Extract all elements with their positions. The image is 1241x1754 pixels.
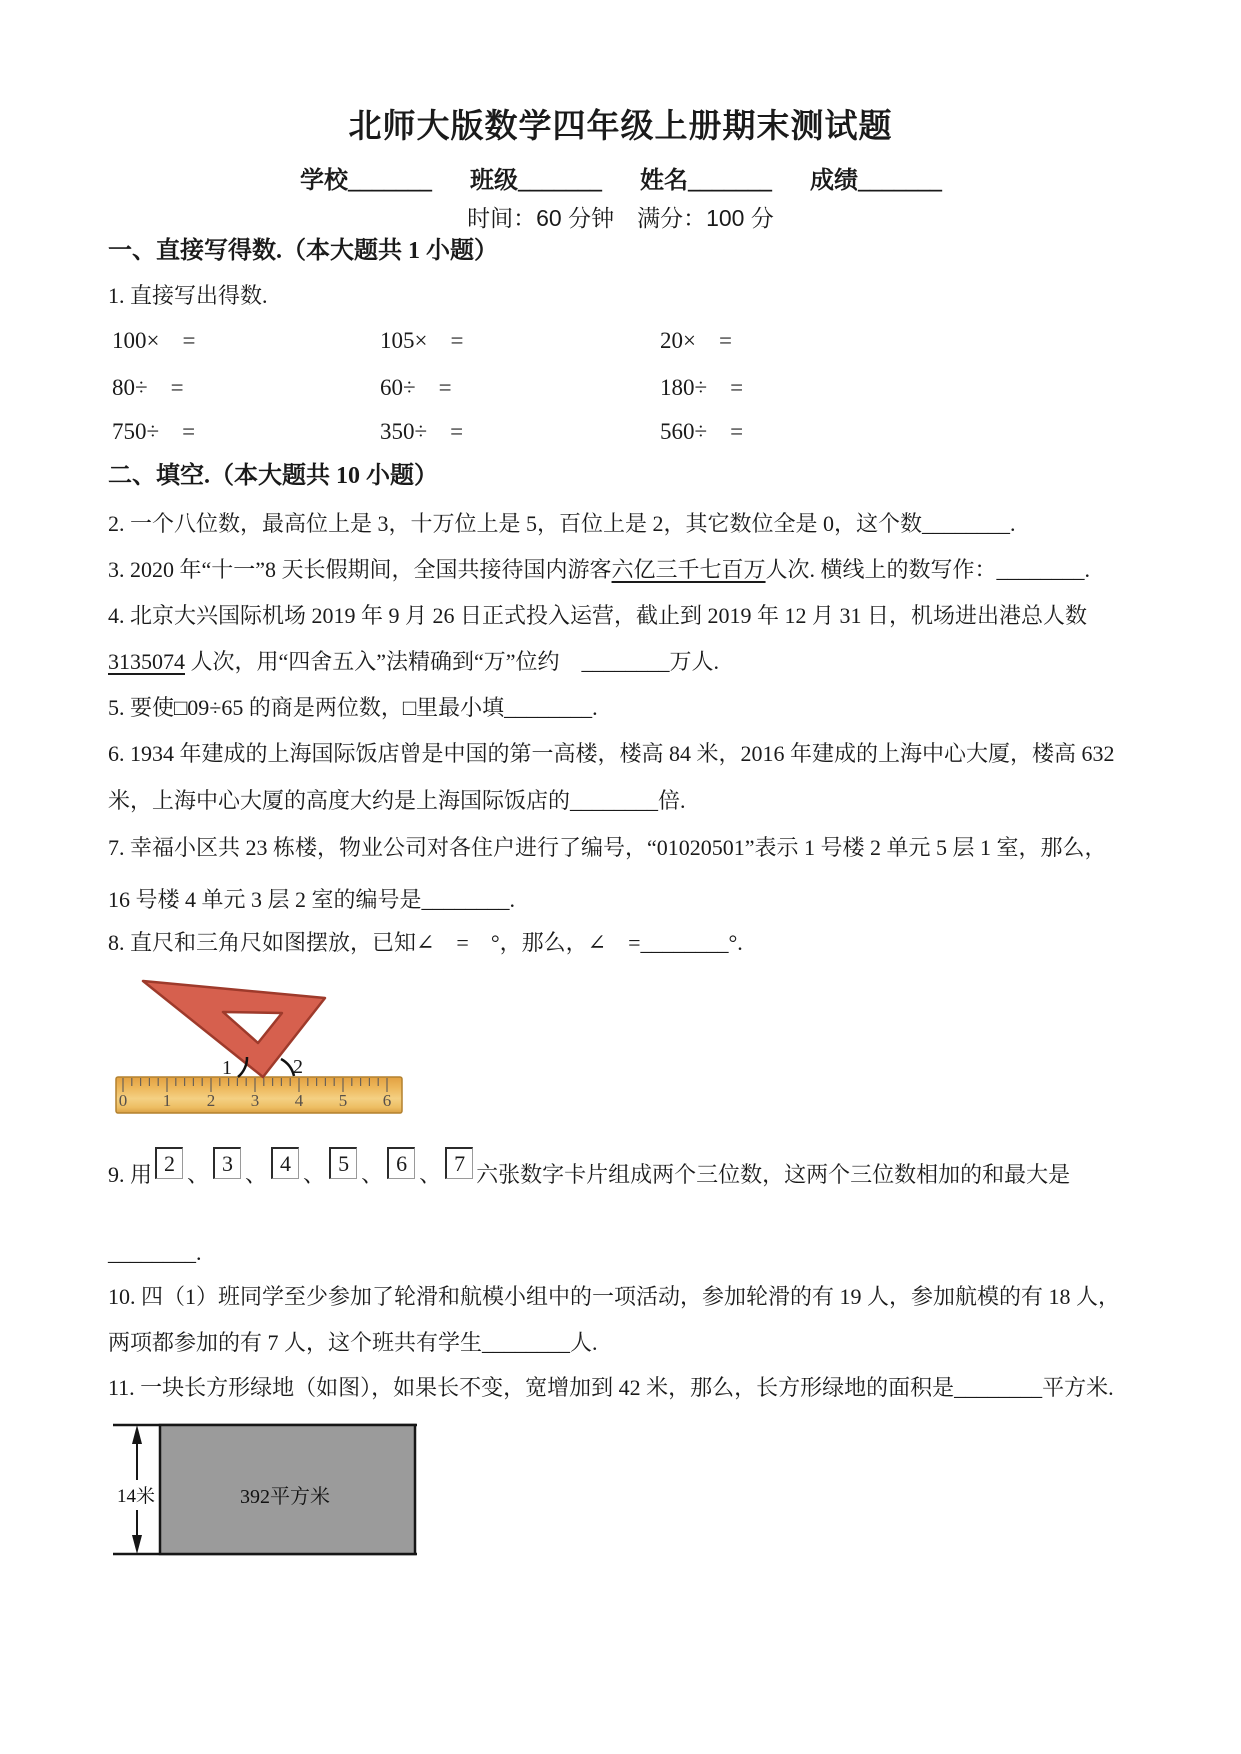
digit-card-2: 2 [155, 1147, 183, 1179]
question-7-line-1: 7. 幸福小区共 23 栋楼，物业公司对各住户进行了编号，“01020501”表示 1 号楼 2 单元 5 层 1 室，那么， [108, 835, 1107, 860]
field-name-label: 姓名 [640, 168, 688, 194]
ruler-number: 5 [338, 1091, 348, 1110]
angle-1-label: 1 [222, 1057, 232, 1079]
question-4-underlined-number: 3135074 [108, 649, 185, 674]
arrow-up-icon [132, 1425, 142, 1444]
question-10-line-2: 两项都参加的有 7 人，这个班共有学生________人. [108, 1330, 598, 1355]
question-2: 2. 一个八位数，最高位上是 3，十万位上是 5，百位上是 2，其它数位全是 0，这个数________. [108, 511, 1016, 536]
calc-item-2-2: 60÷ = [380, 375, 452, 400]
ruler-number: 4 [294, 1091, 304, 1110]
field-score [810, 160, 942, 195]
ruler-number: 3 [250, 1091, 260, 1110]
card-separator: 、 [245, 1162, 268, 1187]
field-school-blank: _______ [348, 168, 432, 194]
set-square-ruler-figure [100, 975, 420, 1125]
question-3-underlined-number: 六亿三千七百万 [611, 557, 766, 582]
digit-card-6: 6 [387, 1147, 415, 1179]
card-separator: 、 [419, 1162, 442, 1187]
question-9-suffix: 六张数字卡片组成两个三位数，这两个三位数相加的和最大是 [476, 1162, 1071, 1187]
section-1-heading: 一、直接写得数.（本大题共 1 小题） [108, 238, 498, 264]
field-score-label: 成绩 [810, 168, 858, 194]
ruler-number: 0 [118, 1091, 128, 1110]
question-5: 5. 要使□09÷65 的商是两位数，□里最小填________. [108, 695, 598, 720]
field-school-label: 学校 [300, 168, 348, 194]
field-class-blank: _______ [518, 168, 602, 194]
question-9 [108, 1147, 1070, 1189]
card-separator: 、 [187, 1162, 210, 1187]
digit-card-3: 3 [213, 1147, 241, 1179]
ruler-number: 2 [206, 1091, 216, 1110]
field-class [470, 160, 602, 195]
calc-item-2-1: 80÷ = [112, 375, 184, 400]
rectangle-lawn-figure [100, 1418, 430, 1568]
section-2-heading: 二、填空.（本大题共 10 小题） [108, 463, 438, 489]
question-3-suffix: 人次. 横线上的数写作：________. [765, 557, 1091, 582]
page-title: 北师大版数学四年级上册期末测试题 [348, 109, 893, 145]
question-1-label: 1. 直接写出得数. [108, 283, 268, 308]
arrow-down-icon [132, 1535, 142, 1554]
angle-2-label: 2 [293, 1056, 303, 1078]
field-school [300, 160, 432, 195]
digit-card-4: 4 [271, 1147, 299, 1179]
question-4-line-2-suffix: 人次，用“四舍五入”法精确到“万”位约 ________万人. [185, 649, 720, 674]
question-3 [108, 553, 1090, 584]
question-11: 11. 一块长方形绿地（如图），如果长不变，宽增加到 42 米，那么，长方形绿地的面积是________平方米. [108, 1375, 1114, 1400]
calc-item-1-3: 20× = [660, 328, 732, 353]
question-9-answer-blank: ________. [108, 1240, 202, 1265]
question-8: 8. 直尺和三角尺如图摆放，已知∠ = °，那么，∠ =________°. [108, 930, 743, 955]
area-label: 392平方米 [240, 1486, 330, 1508]
calc-item-3-1: 750÷ = [112, 419, 196, 444]
question-10-line-1: 10. 四（1）班同学至少参加了轮滑和航模小组中的一项活动，参加轮滑的有 19 人，参加航模的有 18 人， [108, 1284, 1121, 1309]
header-fields [300, 160, 942, 195]
field-class-label: 班级 [470, 168, 518, 194]
calc-item-1-1: 100× = [112, 328, 196, 353]
question-9-prefix: 9. 用 [108, 1162, 153, 1187]
ruler-number: 1 [162, 1091, 172, 1110]
calc-item-2-3: 180÷ = [660, 375, 744, 400]
height-label: 14米 [116, 1486, 156, 1507]
calc-item-1-2: 105× = [380, 328, 464, 353]
question-4-line-2 [108, 645, 719, 676]
field-score-blank: _______ [858, 168, 942, 194]
question-7-line-2: 16 号楼 4 单元 3 层 2 室的编号是________. [108, 887, 516, 912]
calc-item-3-2: 350÷ = [380, 419, 464, 444]
digit-card-7: 7 [445, 1147, 473, 1179]
question-4-line-1: 4. 北京大兴国际机场 2019 年 9 月 26 日正式投入运营，截止到 2019 年 12 月 31 日，机场进出港总人数 [108, 603, 1088, 628]
field-name-blank: _______ [688, 168, 772, 194]
card-separator: 、 [303, 1162, 326, 1187]
exam-meta-line: 时间：60 分钟 满分：100 分 [467, 205, 774, 231]
digit-card-5: 5 [329, 1147, 357, 1179]
question-6-line-2: 米，上海中心大厦的高度大约是上海国际饭店的________倍. [108, 788, 686, 813]
question-6-line-1: 6. 1934 年建成的上海国际饭店曾是中国的第一高楼，楼高 84 米，2016 年建成的上海中心大厦，楼高 632 [108, 741, 1115, 766]
card-separator: 、 [361, 1162, 384, 1187]
field-name [640, 160, 772, 195]
calc-item-3-3: 560÷ = [660, 419, 744, 444]
question-3-prefix: 3. 2020 年“十一”8 天长假期间，全国共接待国内游客 [108, 557, 612, 582]
ruler-number: 6 [382, 1091, 392, 1110]
